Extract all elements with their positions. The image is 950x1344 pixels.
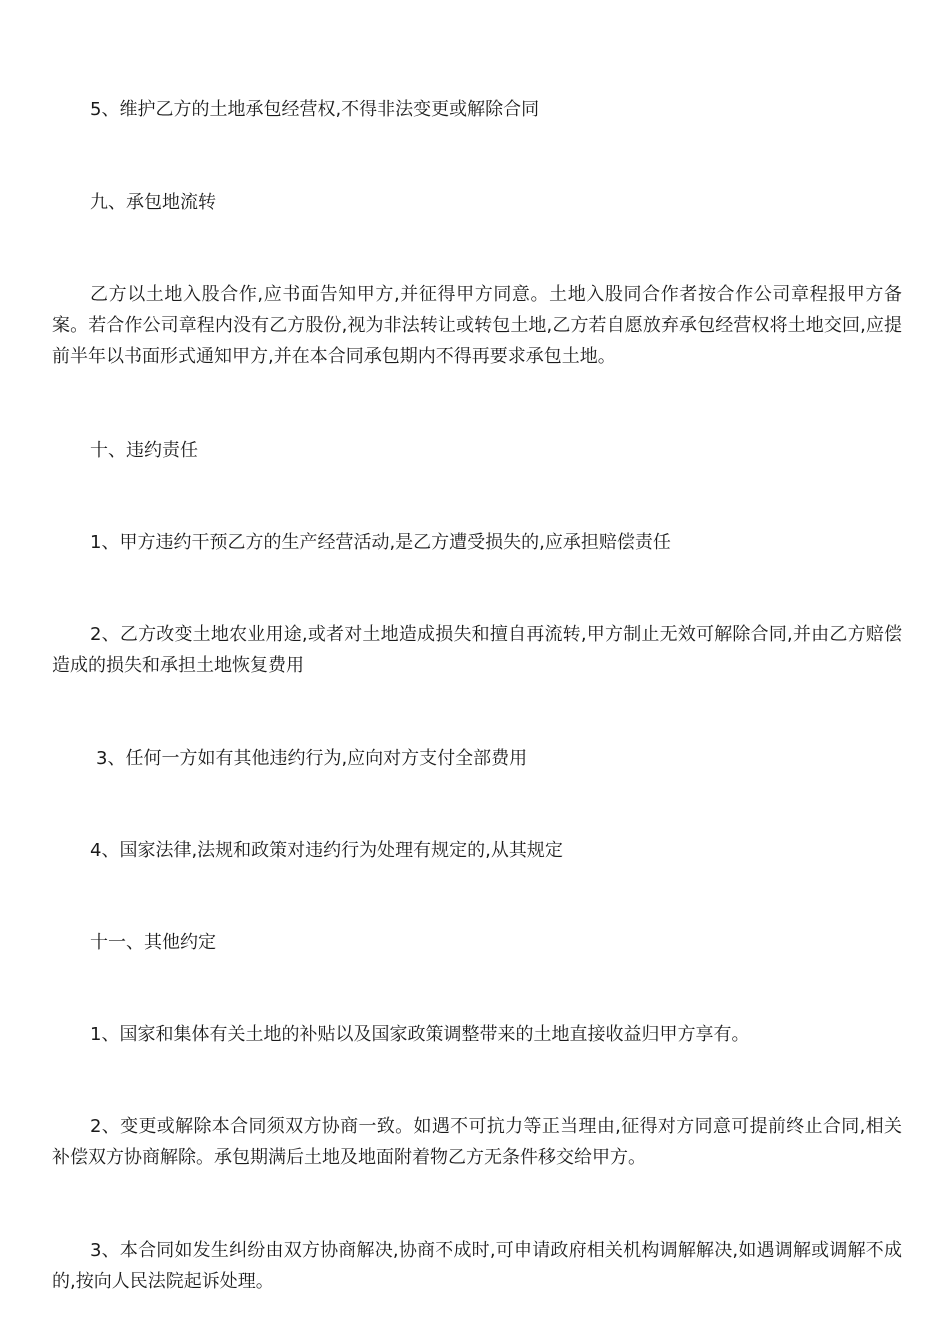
clause-item-5: 5、维护乙方的土地承包经营权,不得非法变更或解除合同 [90, 99, 540, 120]
breach-item-1: 1、甲方违约干预乙方的生产经营活动,是乙方遭受损失的,应承担赔偿责任 [90, 532, 671, 553]
breach-item-4: 4、国家法律,法规和政策对违约行为处理有规定的,从其规定 [90, 840, 563, 861]
section-heading-9: 九、承包地流转 [90, 192, 216, 213]
breach-item-2: 2、乙方改变土地农业用途,或者对土地造成损失和擅自再流转,甲方制止无效可解除合同,并由乙方赔偿造成的损失和承担土地恢复费用 [52, 624, 902, 676]
breach-item-3: 3、任何一方如有其他违约行为,应向对方支付全部费用 [96, 748, 528, 769]
other-item-3: 3、本合同如发生纠纷由双方协商解决,协商不成时,可申请政府相关机构调解解决,如遇调解或调解不成的,按向人民法院起诉处理。 [52, 1240, 902, 1292]
section-heading-11: 十一、其他约定 [90, 932, 216, 953]
other-item-2: 2、变更或解除本合同须双方协商一致。如遇不可抗力等正当理由,征得对方同意可提前终止合同,相关补偿双方协商解除。承包期满后土地及地面附着物乙方无条件移交给甲方。 [52, 1116, 902, 1168]
section-9-body: 乙方以土地入股合作,应书面告知甲方,并征得甲方同意。土地入股同合作者按合作公司章程报甲方备案。若合作公司章程内没有乙方股份,视为非法转让或转包土地,乙方若自愿放弃承包经营权将土地交回,应提前半年以书面形式通知甲方,并在本合同承包期内不得再要求承包土地。 [52, 284, 902, 367]
section-heading-10: 十、违约责任 [90, 440, 198, 461]
other-item-1: 1、国家和集体有关土地的补贴以及国家政策调整带来的土地直接收益归甲方享有。 [90, 1024, 750, 1045]
